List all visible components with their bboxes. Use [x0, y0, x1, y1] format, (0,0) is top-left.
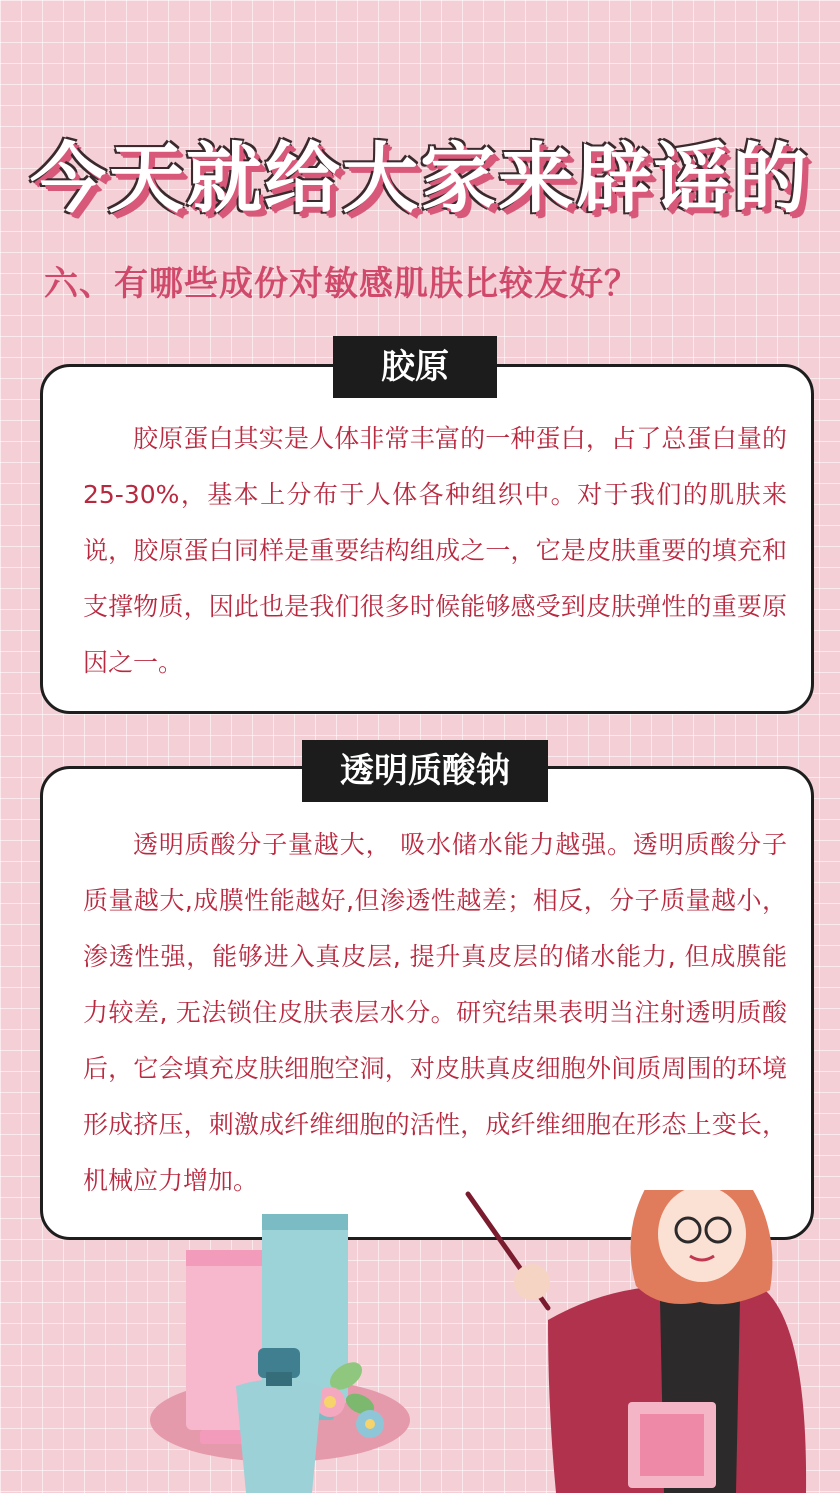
flower-icon	[356, 1410, 384, 1438]
section-heading: 六、有哪些成份对敏感肌肤比较友好？	[44, 264, 639, 304]
hyaluronate-text: 透明质酸分子量越大， 吸水储水能力越强。透明质酸分子质量越大,成膜性能越好,但渗透性越差；相反，分子质量越小，渗透性强，能够进入真皮层, 提升真皮层的储水能力, 但成膜能力较差, 无法锁住皮肤表层水分。研究结果表明当注射透明质酸后，它会填充皮肤细胞空洞，对皮肤真皮细胞外间质周围的环境形成挤压，刺激成纤维细胞的活性，成纤维细胞在形态上变长，机械应力增加。	[83, 830, 787, 1195]
collagen-label: 胶原	[333, 336, 497, 398]
cosmetics-illustration	[150, 1214, 410, 1493]
teacher-illustration	[468, 1190, 806, 1493]
collagen-card	[40, 364, 814, 714]
hyaluronate-label: 透明质酸钠	[302, 740, 548, 802]
collagen-text: 胶原蛋白其实是人体非常丰富的一种蛋白，占了总蛋白量的25-30%，基本上分布于人体各种组织中。对于我们的肌肤来说，胶原蛋白同样是重要结构组成之一，它是皮肤重要的填充和支撑物质，因此也是我们很多时候能够感受到皮肤弹性的重要原因之一。	[83, 424, 787, 677]
illustration	[0, 1190, 840, 1493]
page-title: 今天就给大家来辟谣的	[30, 134, 810, 223]
hyaluronate-card	[40, 766, 814, 1240]
